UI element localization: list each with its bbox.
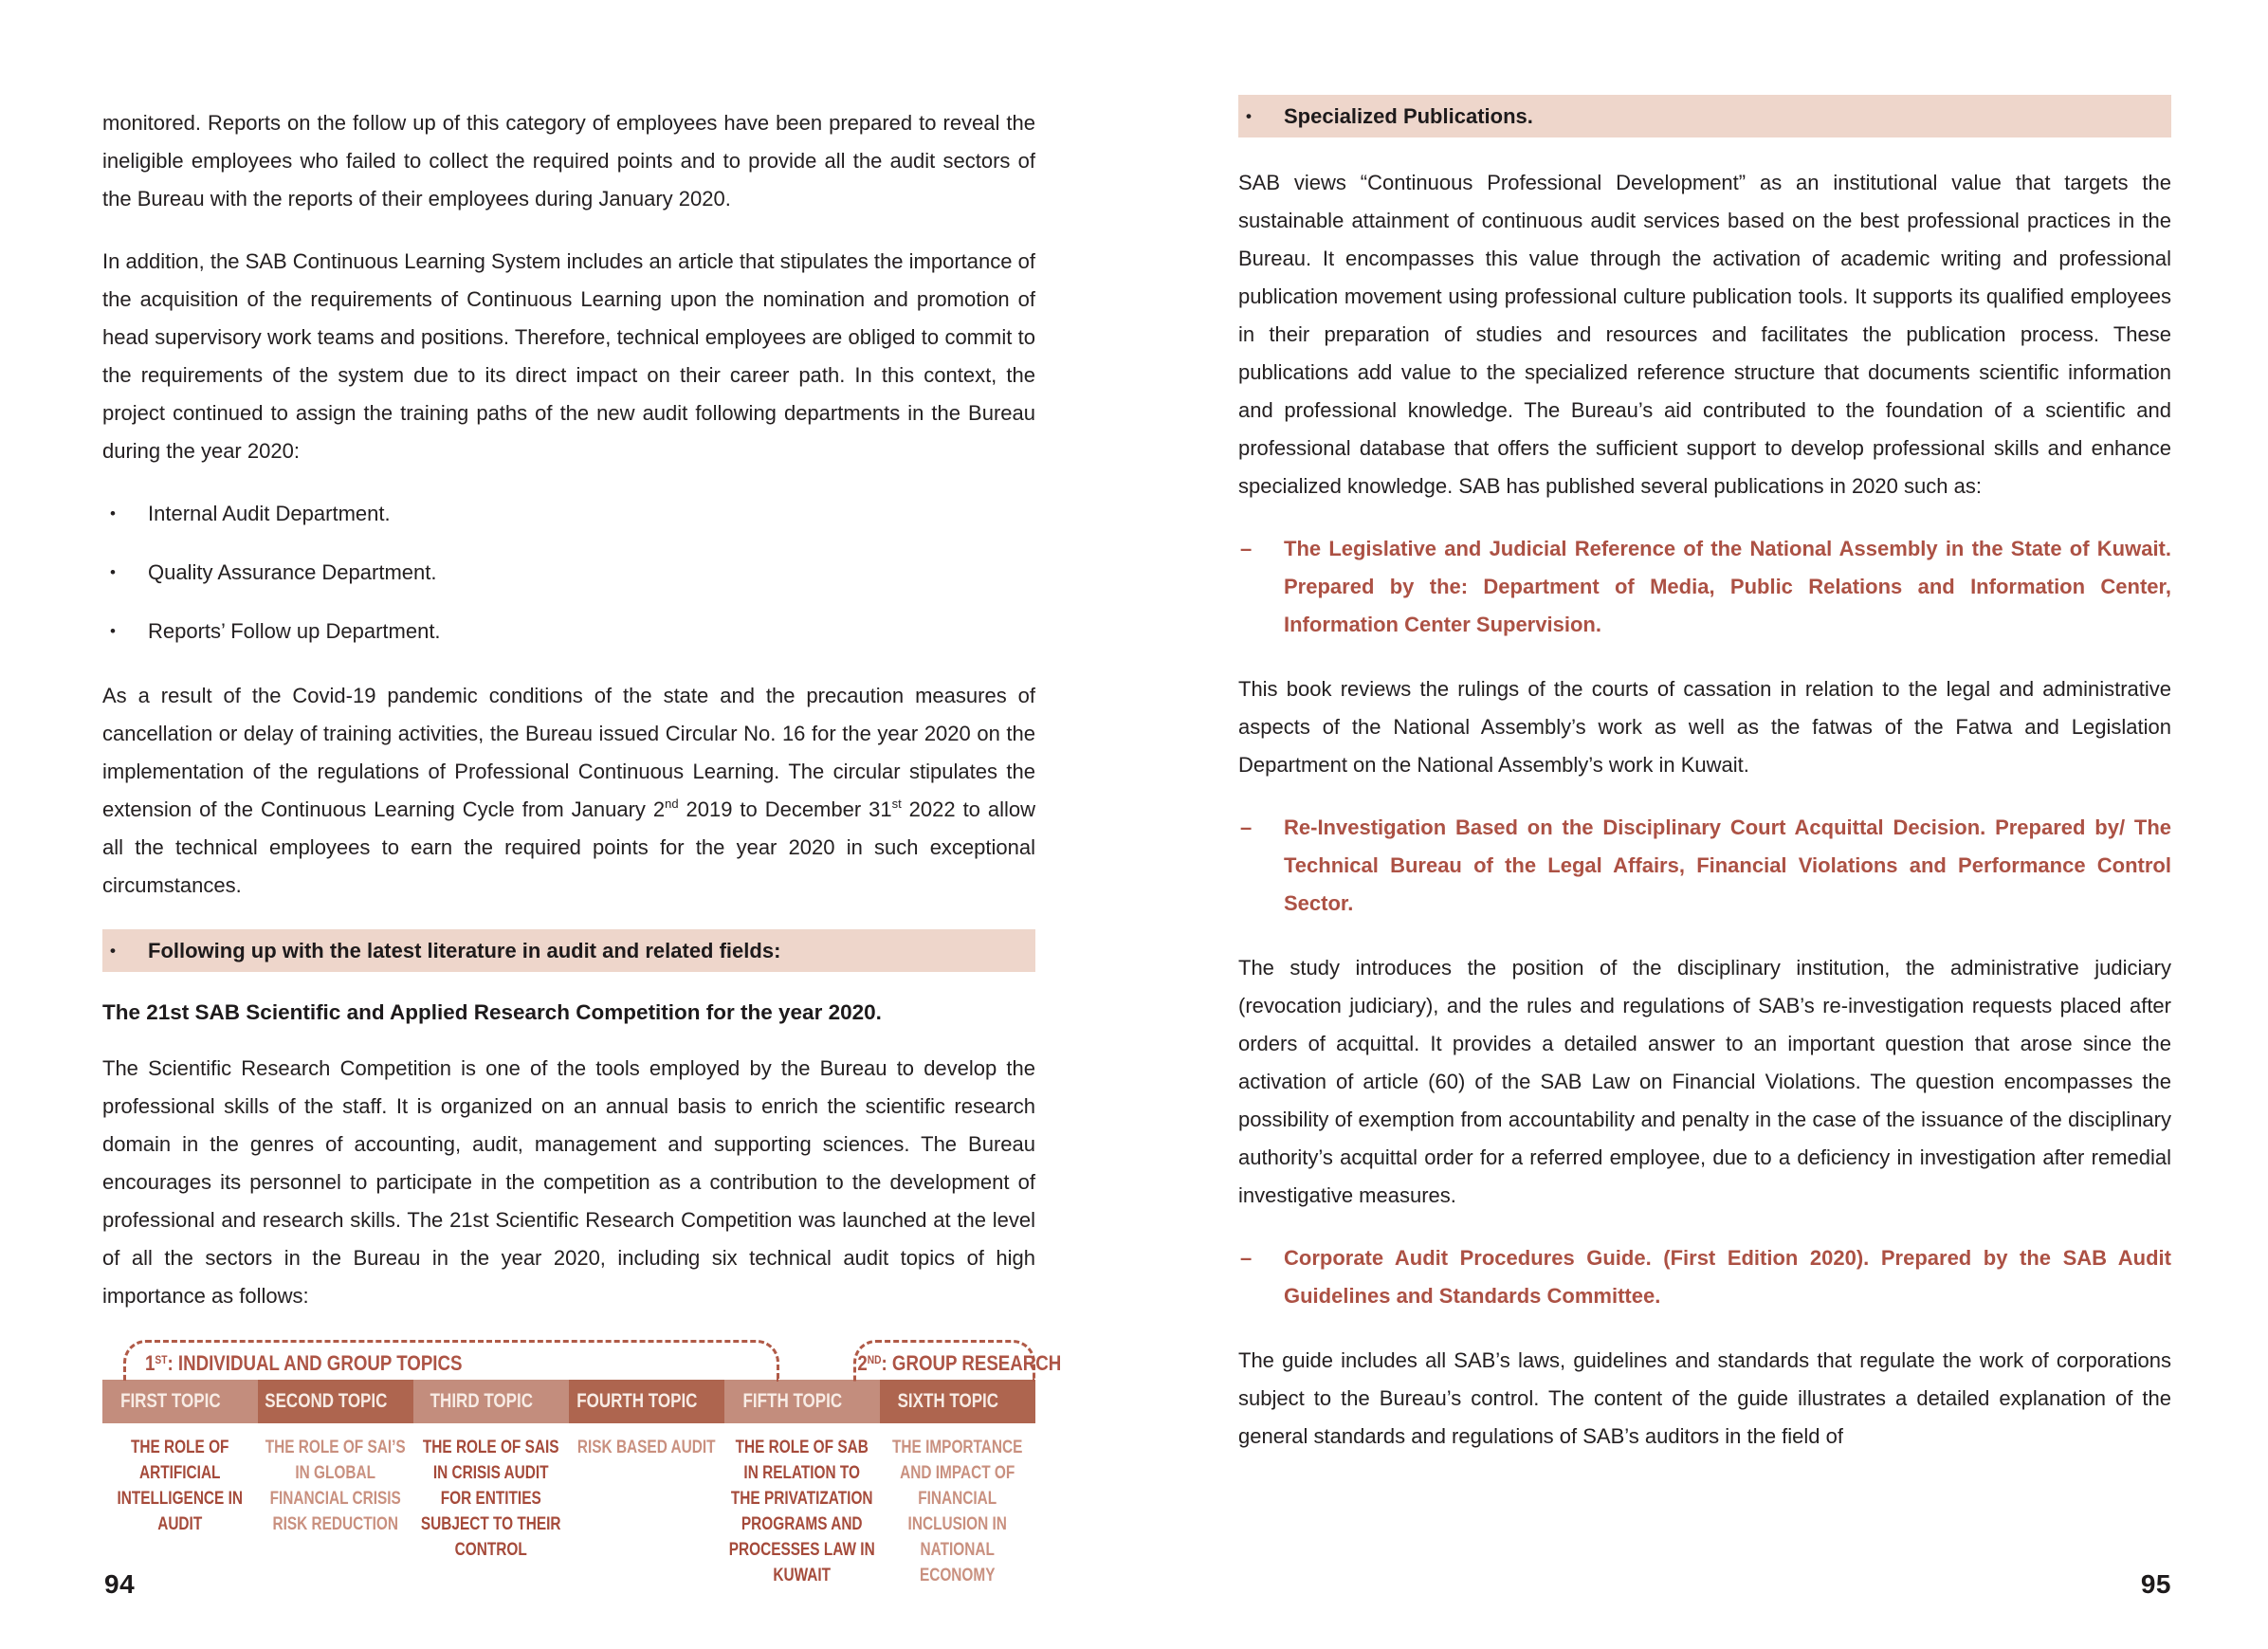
dash-icon: – xyxy=(1240,1246,1253,1270)
diagram-header-row xyxy=(102,1380,1035,1423)
paragraph-continuous-learning: In addition, the SAB Continuous Learning System includes an article that stipulates the importance of the acquisition of the requirements of Continuous Learning upon the nomination and promotion of head supervisory work teams and positions. Therefore, technical employees are obliged to commit to the requirements of the system due to its direct impact on their career path. In this context, the project continued to assign the training paths of the new audit following departments in the Bureau during the year 2020: xyxy=(102,249,1035,463)
bracket-group-research xyxy=(853,1340,1062,1382)
paragraph-covid-circular xyxy=(102,677,1035,905)
topic-cell xyxy=(102,1423,258,1588)
list-item xyxy=(102,554,1035,592)
bracket-ordinal: 1 xyxy=(144,1351,155,1375)
topic-header-cell xyxy=(880,1380,1035,1423)
paragraph-competition: The Scientific Research Competition is one of the tools employed by the Bureau to develop the professional skills of the staff. It is organized on an annual basis to enrich the scientific research domain in the genres of accounting, audit, management and supporting sciences. The Bureau encourages its personnel to participate in the competition as a contribution to the development of professional and research skills. The 21st Scientific Research Competition was launched at the level of all the sectors in the Bureau in the year 2020, including six technical audit topics of high importance as follows: xyxy=(102,1056,1035,1308)
publication-title: The Legislative and Judicial Reference of the National Assembly in the State of Kuwait. Prepared by the: Department of Media, Public Relations and Information Center, Information Center Supervision. xyxy=(1284,537,2171,636)
topic-header-cell xyxy=(102,1380,258,1423)
ordinal-superscript: nd xyxy=(665,797,679,811)
topic-text: RISK BASED AUDIT xyxy=(577,1438,716,1457)
publication-title: Re-Investigation Based on the Disciplinary Court Acquittal Decision. Prepared by/ The Technical Bureau of the Legal Affairs, Financial Violations and Performance Control Sector. xyxy=(1284,815,2171,915)
section-heading-band-literature xyxy=(102,929,1035,972)
publication-item xyxy=(1238,809,2171,923)
topic-cell xyxy=(880,1423,1035,1588)
topic-text: THE IMPORTANCE AND IMPACT OF FINANCIAL INCLUSION IN NATIONAL ECONOMY xyxy=(892,1438,1023,1585)
topic-header-label: THIRD TOPIC xyxy=(430,1390,534,1412)
page-95 xyxy=(1134,0,2268,1649)
topic-header-cell xyxy=(724,1380,880,1423)
list-item xyxy=(102,613,1035,650)
publication-item xyxy=(1238,1239,2171,1315)
ordinal-superscript: st xyxy=(891,797,902,811)
page-number: 94 xyxy=(104,1569,136,1599)
topic-header-label: FOURTH TOPIC xyxy=(576,1390,698,1412)
covid-text-part: 2019 to December 31 xyxy=(678,797,892,821)
bracket-title: : GROUP RESEARCH xyxy=(881,1351,1062,1375)
topic-header-cell xyxy=(413,1380,569,1423)
paragraph-publication-2-description: The study introduces the position of the disciplinary institution, the administrative judiciary (revocation judiciary), and the rules and regulations of SAB’s re-investigation requests placed after orders of acquittal. It provides a detailed answer to an important question that arose since the activation of article (60) of the SAB Law on Financial Violations. The question encompasses the possibility of exemption from accountability and penalty in the case of the issuance of the disciplinary authority’s acquittal order for a referred employee, due to a deficiency in investigation after remedial investigative measures. xyxy=(1238,956,2171,1207)
bracket-ordinal-suffix: ND xyxy=(867,1353,882,1366)
bracket-ordinal: 2 xyxy=(857,1351,868,1375)
department-label: Internal Audit Department. xyxy=(148,502,391,525)
paragraph-publication-3-description: The guide includes all SAB’s laws, guidelines and standards that regulate the work of corporations subject to the Bureau’s control. The content of the guide illustrates a detailed explanation of the general standards and regulations of SAB’s auditors in the field of xyxy=(1238,1348,2171,1448)
departments-bullet-list xyxy=(102,495,1035,650)
section-heading-label: Following up with the latest literature in audit and related fields: xyxy=(148,938,781,962)
bracket-label xyxy=(145,1348,725,1375)
bullet-icon: • xyxy=(110,941,116,960)
bullet-icon: • xyxy=(1246,106,1252,125)
department-label: Quality Assurance Department. xyxy=(148,560,437,584)
topic-header-cell xyxy=(258,1380,413,1423)
bracket-ordinal-suffix: ST xyxy=(155,1353,168,1366)
topic-header-cell xyxy=(569,1380,724,1423)
dash-icon: – xyxy=(1240,537,1253,560)
bullet-icon: • xyxy=(110,622,116,640)
section-heading-label: Specialized Publications. xyxy=(1284,103,1533,128)
topic-cell xyxy=(724,1423,880,1588)
department-label: Reports’ Follow up Department. xyxy=(148,619,441,643)
diagram-bracket-row xyxy=(102,1340,1062,1380)
paragraph-cpd-intro: SAB views “Continuous Professional Development” as an institutional value that targets the sustainable attainment of continuous audit services based on the best professional practices in the Bureau. It encompasses this value through the activation of academic writing and professional publication movement using professional culture publication tools. It supports its qualified employees in their preparation of studies and resources and facilitates the publication process. These publications add value to the specialized reference structure that documents scientific information and professional knowledge. The Bureau’s aid contributed to the foundation of a scientific and professional database that offers the sufficient support to develop professional skills and enhance specialized knowledge. SAB has published several publications in 2020 such as: xyxy=(1238,171,2171,498)
topic-header-label: FIRST TOPIC xyxy=(120,1390,221,1412)
topic-header-label: SIXTH TOPIC xyxy=(897,1390,999,1412)
bracket-label xyxy=(857,1348,1062,1375)
publication-title: Corporate Audit Procedures Guide. (First Edition 2020). Prepared by the SAB Audit Guidelines and Standards Committee. xyxy=(1284,1246,2171,1308)
bracket-individual-group-topics xyxy=(123,1340,779,1382)
competition-sub-heading: The 21st SAB Scientific and Applied Research Competition for the year 2020. xyxy=(102,1000,882,1024)
bracket-title: : INDIVIDUAL AND GROUP TOPICS xyxy=(167,1351,463,1375)
bullet-icon: • xyxy=(110,563,116,581)
diagram-topics-row xyxy=(102,1423,1035,1588)
covid-text-part: As a result of the Covid-19 pandemic conditions of the state and the precaution measures of cancellation or delay of training activities, the Bureau issued Circular No. 16 for the year 2020 on the implementation of the regulations of Professional Continuous Learning. The circular stipulates the extension of the Continuous Learning Cycle from January 2 xyxy=(102,684,1035,821)
bullet-icon: • xyxy=(110,504,116,522)
paragraph-monitored: monitored. Reports on the follow up of this category of employees have been prepared to reveal the ineligible employees who failed to collect the required points and to provide all the audit sectors of the Bureau with the reports of their employees during January 2020. xyxy=(102,111,1035,211)
section-heading-band-publications xyxy=(1238,95,2171,137)
topic-cell xyxy=(569,1423,724,1588)
topics-diagram xyxy=(102,1340,1062,1588)
topic-header-label: SECOND TOPIC xyxy=(265,1390,388,1412)
topic-text: THE ROLE OF SAIS IN CRISIS AUDIT FOR ENTITIES SUBJECT TO THEIR CONTROL xyxy=(421,1438,561,1560)
topic-cell xyxy=(413,1423,569,1588)
list-item xyxy=(102,495,1035,533)
topic-text: THE ROLE OF ARTIFICIAL INTELLIGENCE IN AUDIT xyxy=(117,1438,244,1534)
dash-icon: – xyxy=(1240,815,1253,839)
covid-text-part: 2022 to allow all the technical employees to earn the required points for the year 2020 in such exceptional circumstances. xyxy=(102,797,1035,897)
page-number: 95 xyxy=(2140,1569,2171,1599)
topic-header-label: FIFTH TOPIC xyxy=(742,1390,843,1412)
paragraph-publication-1-description: This book reviews the rulings of the courts of cassation in relation to the legal and administrative aspects of the National Assembly’s work as well as the fatwas of the Fatwa and Legislation Department on the National Assembly’s work in Kuwait. xyxy=(1238,677,2171,777)
publication-item xyxy=(1238,530,2171,644)
topic-cell xyxy=(258,1423,413,1588)
topic-text: THE ROLE OF SAB IN RELATION TO THE PRIVATIZATION PROGRAMS AND PROCESSES LAW IN KUWAIT xyxy=(729,1438,875,1585)
topic-text: THE ROLE OF SAI’S IN GLOBAL FINANCIAL CRISIS RISK REDUCTION xyxy=(265,1438,406,1534)
